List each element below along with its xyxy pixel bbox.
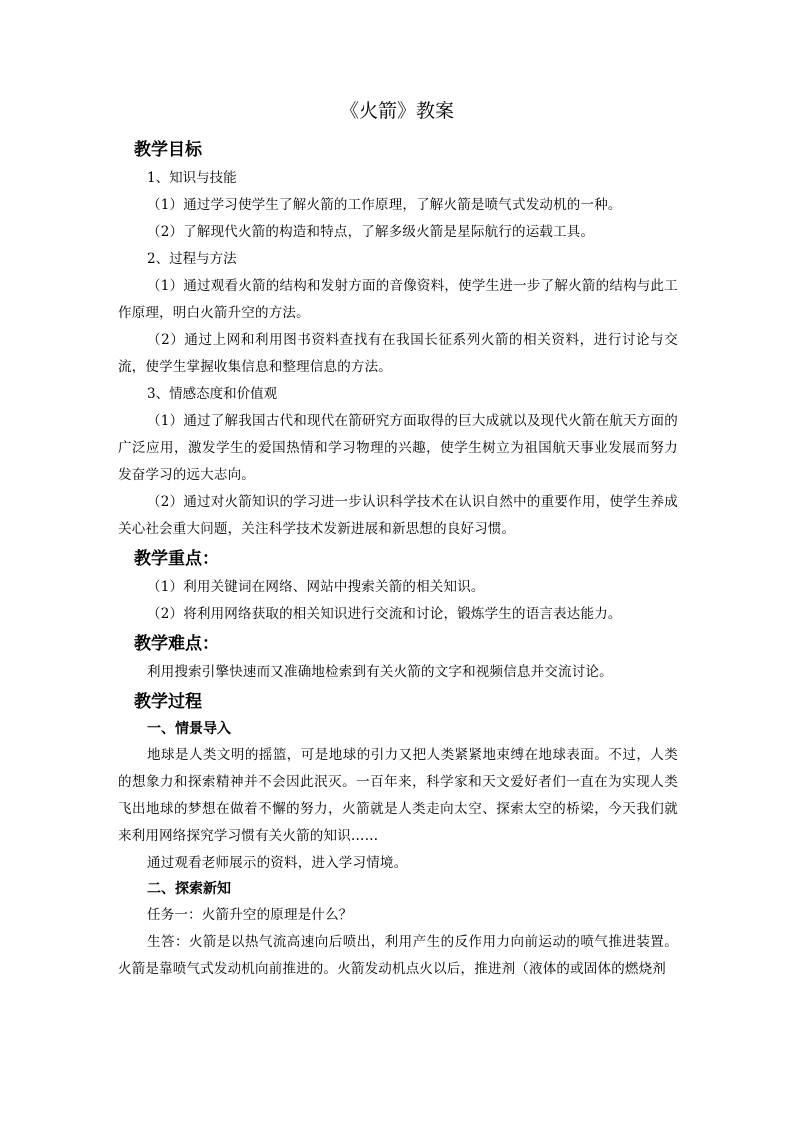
difficulty-heading: 教学难点： bbox=[134, 634, 219, 654]
scenario-intro-paragraph: 地球是人类文明的摇篮，可是地球的引力又把人类紧紧地束缚在地球表面。不过，人类的想象力和探索精神并不会因此泯灭。一百年来，科学家和天文爱好者们一直在为实现人类飞出地球的梦想在做着不懈的努力，火箭就是人类走向太空、探索太空的桥梁，今天我们就来利用网络探究学习惯有关火箭的知识…… bbox=[118, 747, 678, 844]
key-point-item: （2）将利用网络获取的相关知识进行交流和讨论，锻炼学生的语言表达能力。 bbox=[147, 606, 622, 622]
objective-section-label: 2、过程与方法 bbox=[147, 251, 237, 267]
objective-item: （1）通过观看火箭的结构和发射方面的音像资料，使学生进一步了解火箭的结构与此工作原理，明白火箭升空的方法。 bbox=[118, 278, 678, 321]
document-title: 《火箭》教案 bbox=[339, 100, 454, 122]
objective-item: （1）通过了解我国古代和现代在箭研究方面取得的巨大成就以及现代火箭在航天方面的广泛应用，激发学生的爱国热情和学习物理的兴趣，使学生树立为祖国航天事业发展而努力发奋学习的远大志向。 bbox=[118, 413, 678, 483]
process-heading: 教学过程 bbox=[134, 692, 202, 712]
scenario-intro-paragraph: 通过观看老师展示的资料，进入学习情境。 bbox=[147, 855, 408, 871]
objective-item: （2）通过对火箭知识的学习进一步认识科学技术在认识自然中的重要作用，使学生养成关心社会重大问题，关注科学技术发新进展和新思想的良好习惯。 bbox=[118, 494, 678, 537]
difficulty-text: 利用搜索引擎快速而又准确地检索到有关火箭的文字和视频信息并交流讨论。 bbox=[147, 664, 613, 680]
key-point-item: （1）利用关键词在网络、网站中搜索关箭的相关知识。 bbox=[147, 579, 485, 595]
explore-heading: 二、探索新知 bbox=[147, 881, 231, 897]
objectives-heading: 教学目标 bbox=[134, 140, 202, 160]
scenario-intro-heading: 一、情景导入 bbox=[147, 721, 231, 737]
key-points-heading: 教学重点： bbox=[134, 549, 219, 569]
explore-paragraph: 生答：火箭是以热气流高速向后喷出，利用产生的反作用力向前运动的喷气推进装置。火箭是靠喷气式发动机向前推进的。火箭发动机点火以后，推进剂（液体的或固体的燃烧剂 bbox=[118, 934, 678, 977]
objective-section-label: 1、知识与技能 bbox=[147, 170, 237, 186]
document-body bbox=[118, 138, 678, 983]
objective-item: （2）通过上网和利用图书资料查找有在我国长征系列火箭的相关资料，进行讨论与交流，使学生掌握收集信息和整理信息的方法。 bbox=[118, 332, 678, 375]
objective-item: （1）通过学习使学生了解火箭的工作原理，了解火箭是喷气式发动机的一种。 bbox=[147, 197, 622, 213]
explore-paragraph: 任务一：火箭升空的原理是什么？ bbox=[147, 907, 353, 923]
objective-item: （2）了解现代火箭的构造和特点，了解多级火箭是星际航行的运载工具。 bbox=[147, 224, 595, 240]
objective-section-label: 3、情感态度和价值观 bbox=[147, 386, 278, 402]
